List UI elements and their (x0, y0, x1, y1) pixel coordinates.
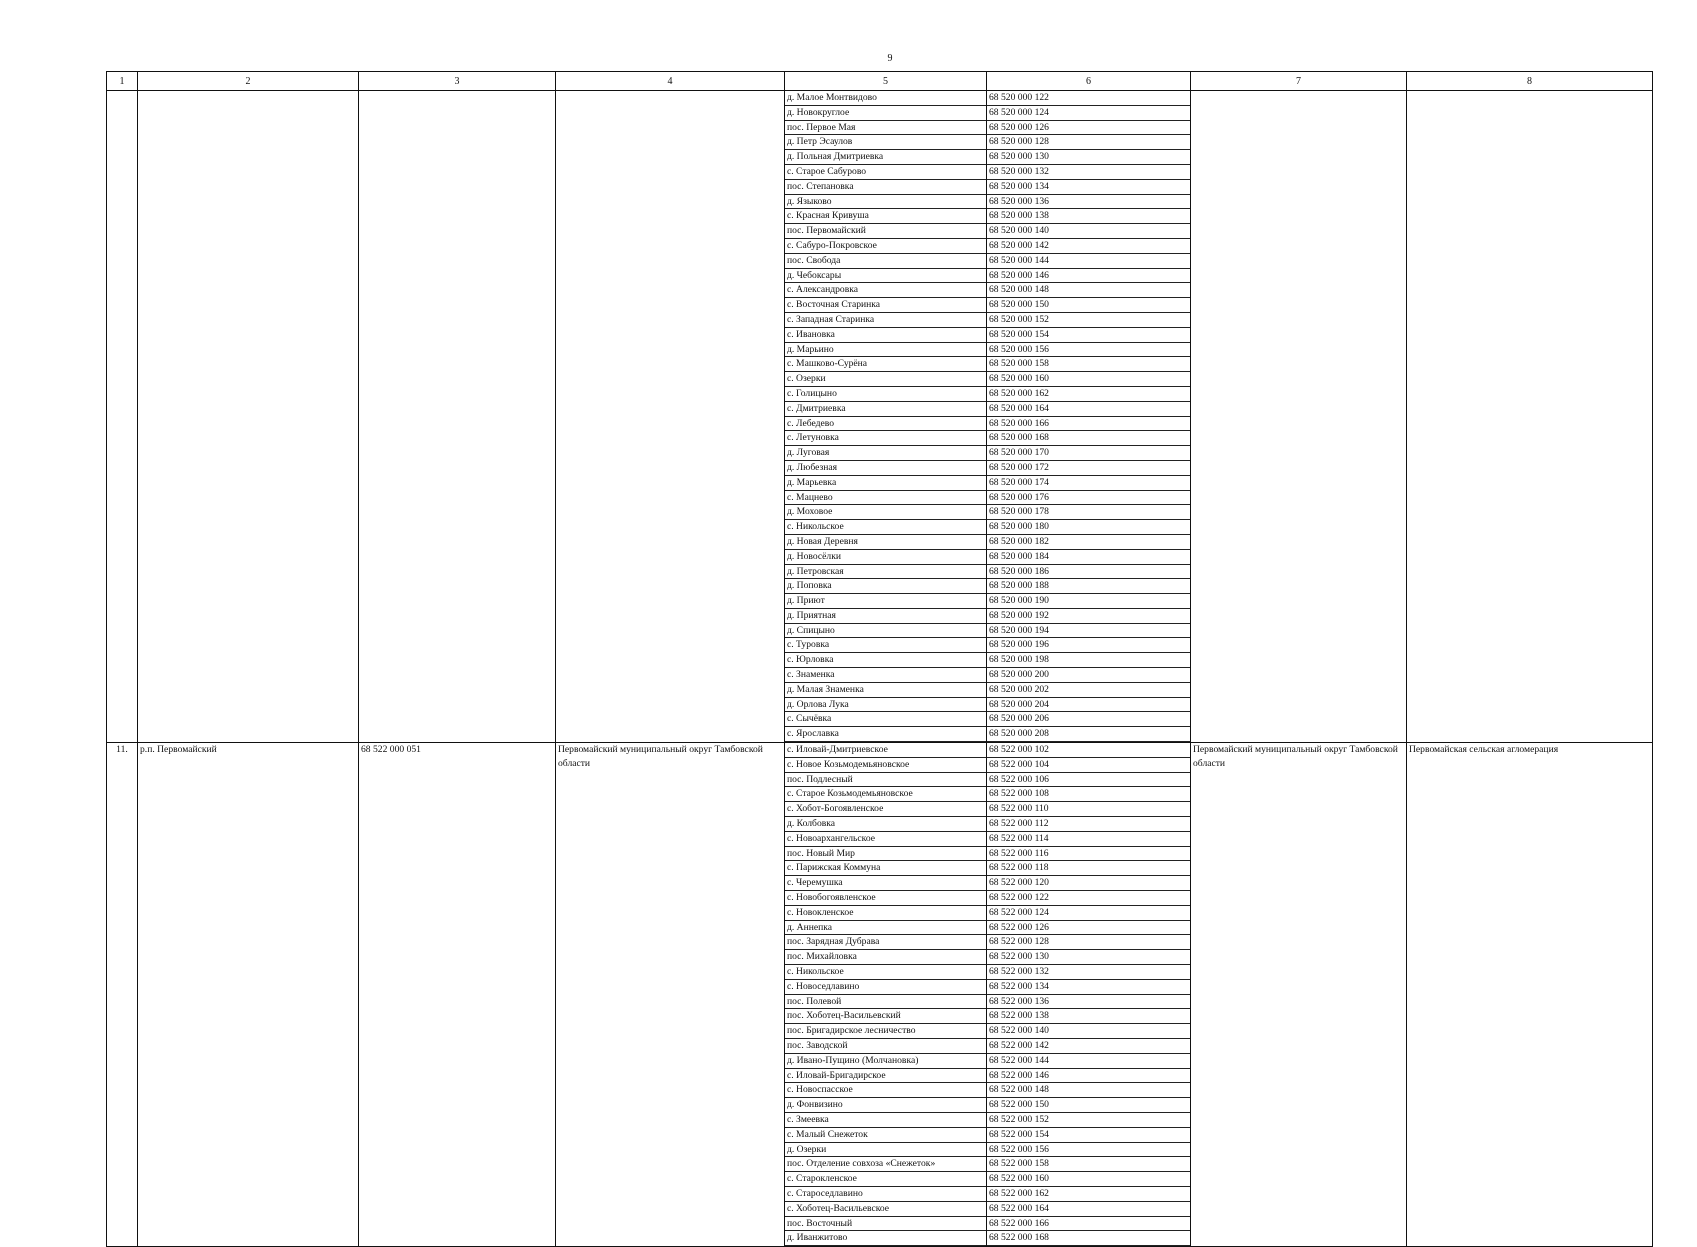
settlement-name: с. Знаменка (785, 668, 986, 683)
settlement-name: д. Чебоксары (785, 269, 986, 284)
settlement-code-list (987, 91, 1190, 742)
settlement-code: 68 520 000 206 (987, 712, 1190, 727)
settlement-code: 68 522 000 108 (987, 787, 1190, 802)
settlement-name: д. Орлова Лука (785, 698, 986, 713)
settlement-code: 68 522 000 168 (987, 1231, 1190, 1246)
settlement-code: 68 520 000 130 (987, 150, 1190, 165)
settlement-name: с. Старое Козьмодемьяновское (785, 787, 986, 802)
settlement-name: д. Озерки (785, 1143, 986, 1158)
settlement-code: 68 520 000 122 (987, 91, 1190, 106)
header-cell-5: 5 (785, 72, 987, 91)
settlement-name: с. Туровка (785, 638, 986, 653)
settlement-code: 68 520 000 202 (987, 683, 1190, 698)
settlement-code: 68 522 000 126 (987, 921, 1190, 936)
settlement-name: с. Змеевка (785, 1113, 986, 1128)
settlement-code: 68 520 000 178 (987, 505, 1190, 520)
settlement-code: 68 520 000 168 (987, 431, 1190, 446)
settlement-name: пос. Полевой (785, 995, 986, 1010)
settlement-code: 68 520 000 172 (987, 461, 1190, 476)
settlement-name: пос. Заводской (785, 1039, 986, 1054)
settlement-name: д. Поповка (785, 579, 986, 594)
settlement-name: с. Никольское (785, 965, 986, 980)
settlement-name: с. Юрловка (785, 653, 986, 668)
settlement-name: с. Красная Кривуша (785, 209, 986, 224)
settlement-code: 68 520 000 136 (987, 195, 1190, 210)
settlement-code: 68 520 000 144 (987, 254, 1190, 269)
settlement-name: с. Западная Старинка (785, 313, 986, 328)
header-cell-2: 2 (138, 72, 359, 91)
settlement-code: 68 520 000 162 (987, 387, 1190, 402)
settlement-name: с. Парижская Коммуна (785, 861, 986, 876)
settlement-name: с. Староклeнское (785, 1172, 986, 1187)
settlement-codes-cell (987, 743, 1191, 1247)
settlement-name: с. Хобот-Богоявленское (785, 802, 986, 817)
row-number-cell: 11. (107, 743, 138, 1247)
settlement-name: д. Луговая (785, 446, 986, 461)
municipality-cell: Первомайский муниципальный округ Тамбовской области (556, 743, 785, 1247)
table-header (107, 72, 1653, 91)
settlement-code: 68 522 000 136 (987, 995, 1190, 1010)
settlement-code: 68 522 000 150 (987, 1098, 1190, 1113)
settlement-name: пос. Степановка (785, 180, 986, 195)
settlement-code: 68 520 000 196 (987, 638, 1190, 653)
settlement-code: 68 522 000 112 (987, 817, 1190, 832)
settlement-code: 68 520 000 198 (987, 653, 1190, 668)
settlement-code: 68 522 000 104 (987, 758, 1190, 773)
settlement-name: с. Сабуро-Покровское (785, 239, 986, 254)
settlement-name: пос. Первомайский (785, 224, 986, 239)
settlement-code: 68 522 000 128 (987, 935, 1190, 950)
settlement-name: с. Черемушка (785, 876, 986, 891)
settlement-code: 68 522 000 116 (987, 847, 1190, 862)
settlement-code: 68 522 000 144 (987, 1054, 1190, 1069)
row-number-cell (107, 91, 138, 743)
settlement-name: с. Иловай-Бригадирское (785, 1069, 986, 1084)
settlement-code: 68 522 000 124 (987, 906, 1190, 921)
settlement-name-list (785, 743, 986, 1246)
center-code-cell (359, 91, 556, 743)
settlement-name: с. Восточная Старинка (785, 298, 986, 313)
settlement-code: 68 522 000 142 (987, 1039, 1190, 1054)
settlement-code: 68 520 000 176 (987, 491, 1190, 506)
header-cell-3: 3 (359, 72, 556, 91)
settlement-name: д. Приют (785, 594, 986, 609)
settlement-code-list (987, 743, 1190, 1246)
settlement-code: 68 520 000 182 (987, 535, 1190, 550)
settlement-code: 68 520 000 192 (987, 609, 1190, 624)
settlement-name: с. Никольское (785, 520, 986, 535)
settlement-name: с. Старое Сабурово (785, 165, 986, 180)
header-cell-7: 7 (1191, 72, 1407, 91)
settlement-name: д. Малое Монтвидово (785, 91, 986, 106)
settlement-name: д. Петровская (785, 565, 986, 580)
settlement-name: с. Новоспасское (785, 1083, 986, 1098)
municipality-7-cell (1191, 91, 1407, 743)
settlement-code: 68 522 000 154 (987, 1128, 1190, 1143)
header-cell-8: 8 (1407, 72, 1653, 91)
settlement-name: д. Марьино (785, 343, 986, 358)
settlement-code: 68 522 000 160 (987, 1172, 1190, 1187)
settlement-name: с. Александровка (785, 283, 986, 298)
settlement-name: д. Петр Эсаулов (785, 135, 986, 150)
settlement-name: с. Голицыно (785, 387, 986, 402)
settlement-name: д. Иванжитово (785, 1231, 986, 1246)
settlement-name: д. Малая Знаменка (785, 683, 986, 698)
settlement-code: 68 520 000 158 (987, 357, 1190, 372)
settlement-name: д. Марьевка (785, 476, 986, 491)
settlement-name: с. Машково-Сурёна (785, 357, 986, 372)
settlement-code: 68 522 000 102 (987, 743, 1190, 758)
settlement-code: 68 522 000 114 (987, 832, 1190, 847)
header-cell-6: 6 (987, 72, 1191, 91)
settlement-name: с. Новое Козьмодемьяновское (785, 758, 986, 773)
settlement-name: д. Спицыно (785, 624, 986, 639)
municipality-cell (556, 91, 785, 743)
settlement-code: 68 520 000 166 (987, 417, 1190, 432)
settlement-name: пос. Подлесный (785, 773, 986, 788)
settlement-name: д. Новая Деревня (785, 535, 986, 550)
page-number: 9 (887, 53, 893, 64)
settlement-name: пос. Бригадирское лесничество (785, 1024, 986, 1039)
settlement-code: 68 520 000 200 (987, 668, 1190, 683)
settlement-name: с. Озерки (785, 372, 986, 387)
settlement-name-list (785, 91, 986, 742)
settlement-name: д. Колбовка (785, 817, 986, 832)
settlement-name: пос. Первое Мая (785, 121, 986, 136)
settlement-name: д. Любезная (785, 461, 986, 476)
settlement-name: с. Мацнево (785, 491, 986, 506)
settlement-name: с. Малый Снежеток (785, 1128, 986, 1143)
settlement-name: д. Новокруглое (785, 106, 986, 121)
settlement-code: 68 522 000 130 (987, 950, 1190, 965)
settlement-name: д. Новосёлки (785, 550, 986, 565)
settlement-code: 68 520 000 132 (987, 165, 1190, 180)
settlement-code: 68 520 000 186 (987, 565, 1190, 580)
center-cell (138, 91, 359, 743)
settlement-code: 68 522 000 132 (987, 965, 1190, 980)
settlement-name: с. Хоботец-Васильевское (785, 1202, 986, 1217)
settlement-name: с. Новокленское (785, 906, 986, 921)
settlement-code: 68 520 000 150 (987, 298, 1190, 313)
settlement-code: 68 520 000 188 (987, 579, 1190, 594)
settlement-code: 68 520 000 138 (987, 209, 1190, 224)
settlement-code: 68 520 000 152 (987, 313, 1190, 328)
settlement-name: пос. Михайловка (785, 950, 986, 965)
settlement-name: д. Приятная (785, 609, 986, 624)
settlement-code: 68 520 000 124 (987, 106, 1190, 121)
settlement-code: 68 522 000 134 (987, 980, 1190, 995)
settlement-code: 68 520 000 194 (987, 624, 1190, 639)
group-row-continuation (107, 91, 1653, 743)
settlement-codes-cell (987, 91, 1191, 743)
settlement-code: 68 522 000 166 (987, 1217, 1190, 1232)
settlement-code: 68 522 000 152 (987, 1113, 1190, 1128)
settlement-name: с. Староседлавино (785, 1187, 986, 1202)
settlement-code: 68 522 000 158 (987, 1157, 1190, 1172)
settlement-code: 68 522 000 164 (987, 1202, 1190, 1217)
settlement-names-cell (785, 91, 987, 743)
settlement-code: 68 522 000 148 (987, 1083, 1190, 1098)
settlement-name: пос. Зарядная Дубрава (785, 935, 986, 950)
settlement-name: с. Летуновка (785, 431, 986, 446)
settlement-code: 68 520 000 208 (987, 727, 1190, 742)
settlement-name: д. Польная Дмитриевка (785, 150, 986, 165)
settlement-code: 68 522 000 120 (987, 876, 1190, 891)
settlement-name: с. Иловай-Дмитриевское (785, 743, 986, 758)
settlement-name: пос. Отделение совхоза «Снежеток» (785, 1157, 986, 1172)
settlement-code: 68 520 000 164 (987, 402, 1190, 417)
settlement-name: пос. Новый Мир (785, 847, 986, 862)
settlement-code: 68 522 000 140 (987, 1024, 1190, 1039)
settlement-code: 68 520 000 134 (987, 180, 1190, 195)
settlement-code: 68 520 000 204 (987, 698, 1190, 713)
settlement-code: 68 520 000 126 (987, 121, 1190, 136)
settlement-name: с. Сычёвка (785, 712, 986, 727)
settlement-name: с. Ивановка (785, 328, 986, 343)
settlement-code: 68 520 000 140 (987, 224, 1190, 239)
settlement-code: 68 520 000 154 (987, 328, 1190, 343)
settlement-name: с. Лебедево (785, 417, 986, 432)
settlement-name: с. Новоседлавино (785, 980, 986, 995)
settlement-name: д. Моховое (785, 505, 986, 520)
settlement-name: пос. Восточный (785, 1217, 986, 1232)
agglomeration-cell (1407, 91, 1653, 743)
center-code-cell: 68 522 000 051 (359, 743, 556, 1247)
settlement-name: с. Дмитриевка (785, 402, 986, 417)
settlement-code: 68 522 000 146 (987, 1069, 1190, 1084)
settlement-code: 68 520 000 170 (987, 446, 1190, 461)
settlement-code: 68 520 000 174 (987, 476, 1190, 491)
settlement-code: 68 520 000 146 (987, 269, 1190, 284)
header-row (107, 72, 1653, 91)
settlement-code: 68 520 000 160 (987, 372, 1190, 387)
settlement-name: с. Ярославка (785, 727, 986, 742)
settlement-code: 68 520 000 190 (987, 594, 1190, 609)
settlement-name: д. Языково (785, 195, 986, 210)
settlement-name: пос. Хоботец-Васильевский (785, 1009, 986, 1024)
municipality-7-cell: Первомайский муниципальный округ Тамбовской области (1191, 743, 1407, 1247)
settlement-code: 68 520 000 184 (987, 550, 1190, 565)
settlement-code: 68 520 000 142 (987, 239, 1190, 254)
settlement-code: 68 522 000 106 (987, 773, 1190, 788)
header-cell-4: 4 (556, 72, 785, 91)
agglomeration-cell: Первомайская сельская агломерация (1407, 743, 1653, 1247)
settlement-code: 68 522 000 118 (987, 861, 1190, 876)
settlement-names-cell (785, 743, 987, 1247)
settlement-name: пос. Свобода (785, 254, 986, 269)
settlement-code: 68 520 000 148 (987, 283, 1190, 298)
header-cell-1: 1 (107, 72, 138, 91)
settlement-code: 68 522 000 122 (987, 891, 1190, 906)
settlement-code: 68 520 000 180 (987, 520, 1190, 535)
settlement-code: 68 522 000 156 (987, 1143, 1190, 1158)
settlement-name: с. Новоархангельское (785, 832, 986, 847)
settlement-code: 68 520 000 128 (987, 135, 1190, 150)
settlement-name: д. Аннепка (785, 921, 986, 936)
group-row-11 (107, 743, 1653, 1247)
center-cell: р.п. Первомайский (138, 743, 359, 1247)
settlement-name: д. Ивано-Пущино (Молчановка) (785, 1054, 986, 1069)
settlements-table (106, 71, 1653, 1247)
settlement-code: 68 522 000 138 (987, 1009, 1190, 1024)
settlement-code: 68 522 000 110 (987, 802, 1190, 817)
settlement-name: с. Новобогоявленское (785, 891, 986, 906)
settlement-code: 68 522 000 162 (987, 1187, 1190, 1202)
settlement-name: д. Фонвизино (785, 1098, 986, 1113)
settlement-code: 68 520 000 156 (987, 343, 1190, 358)
table-body (107, 91, 1653, 1247)
